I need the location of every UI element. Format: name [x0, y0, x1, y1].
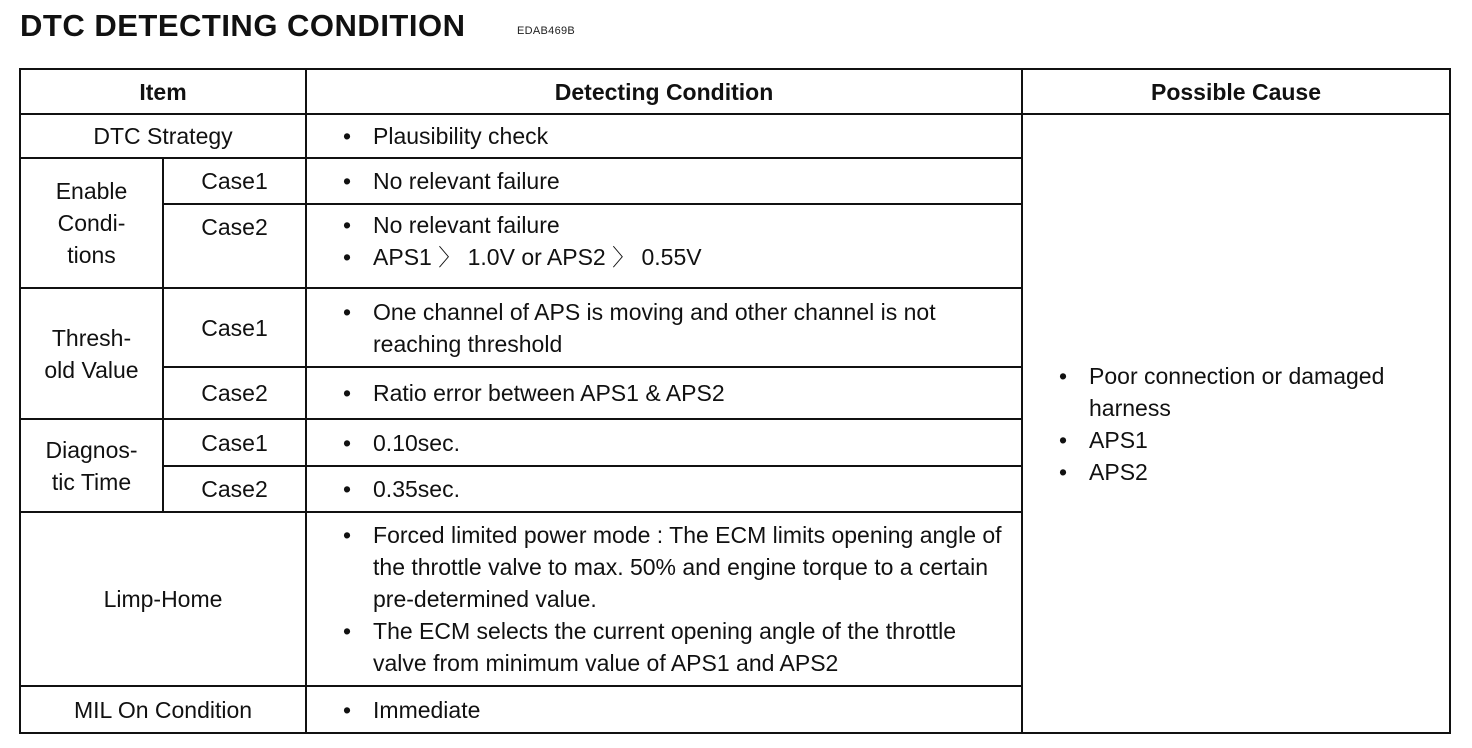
condition-text: • No relevant failure [341, 209, 1013, 241]
condition-text: • One channel of APS is moving and other channel is not reaching threshold [341, 296, 1013, 360]
header-row [20, 69, 1450, 114]
case-label: Case2 [163, 204, 306, 288]
condition-text: • The ECM selects the current opening angle of the throttle valve from minimum value of APS1 and APS2 [341, 615, 1013, 679]
label-line: tions [67, 242, 116, 268]
condition-diagnostic-case2 [306, 466, 1022, 512]
item-dtc-strategy: DTC Strategy [20, 114, 306, 158]
header-possible-cause: Possible Cause [1022, 69, 1450, 114]
condition-text: • 0.10sec. [341, 427, 1013, 459]
label-line: Enable [55, 178, 128, 204]
cause-item: • APS1 [1057, 424, 1437, 456]
case-label: Case1 [163, 419, 306, 466]
item-enable-conditions [20, 158, 163, 288]
dtc-condition-table [19, 68, 1451, 734]
case-label: Case1 [163, 158, 306, 204]
condition-limp-home [306, 512, 1022, 686]
condition-text: • Ratio error between APS1 & APS2 [341, 377, 1013, 409]
condition-threshold-case1 [306, 288, 1022, 367]
header-item: Item [20, 69, 306, 114]
condition-text: • No relevant failure [341, 165, 1013, 197]
label-line: tic Time [51, 468, 132, 495]
item-diagnostic-time [20, 419, 163, 512]
cause-item: • Poor connection or damaged harness [1057, 360, 1437, 424]
condition-text: • Immediate [341, 694, 1013, 726]
item-threshold-value [20, 288, 163, 419]
condition-enable-case2 [306, 204, 1022, 288]
label-line: Thresh- [51, 324, 132, 351]
label-line: old Value [44, 356, 139, 383]
condition-threshold-case2 [306, 367, 1022, 419]
condition-mil-on [306, 686, 1022, 733]
header-detecting-condition: Detecting Condition [306, 69, 1022, 114]
condition-dtc-strategy [306, 114, 1022, 158]
condition-diagnostic-case1 [306, 419, 1022, 466]
row-dtc-strategy [20, 114, 1450, 158]
case-label: Case2 [163, 367, 306, 419]
cause-item: • APS2 [1057, 456, 1437, 488]
label-line: Diagnos- [45, 436, 138, 463]
document-code: EDAB469B [517, 25, 576, 37]
condition-text: • 0.35sec. [341, 473, 1013, 505]
item-limp-home: Limp-Home [20, 512, 306, 686]
condition-enable-case1 [306, 158, 1022, 204]
case-label: Case1 [163, 288, 306, 367]
page-title: DTC DETECTING CONDITION [20, 8, 466, 43]
condition-text: • Forced limited power mode : The ECM limits opening angle of the throttle valve to max. 50% and engine torque to a certain pre-determined value. [341, 519, 1013, 615]
possible-cause-cell [1022, 114, 1450, 733]
label-line: Condi- [57, 210, 126, 236]
item-mil-on-condition: MIL On Condition [20, 686, 306, 733]
condition-text: • APS1 〉 1.0V or APS2 〉 0.55V [341, 241, 1013, 273]
condition-text: • Plausibility check [341, 120, 1013, 152]
case-label: Case2 [163, 466, 306, 512]
